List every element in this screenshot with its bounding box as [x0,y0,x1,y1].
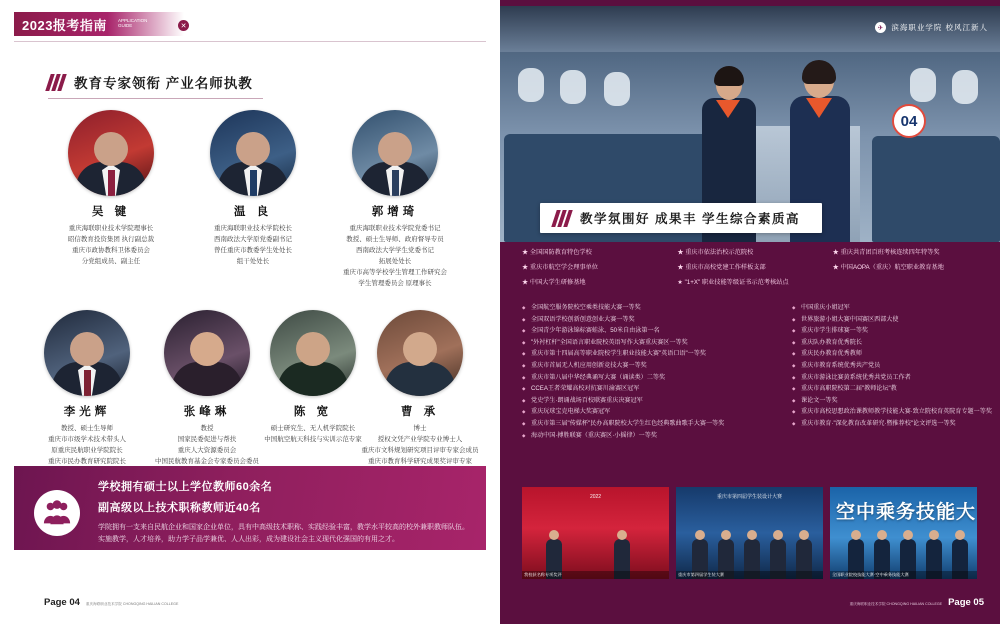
footer-subtitle: 重庆海联职业技术学院 CHONGQING HAILIAN COLLEGE [849,602,943,606]
award-item: ◆ 重庆玩球宝克电梯大奖赛冠军 [522,406,784,418]
award-item: ◆ 重庆市第八届中华经典诵写大赛（诵读类）二等奖 [522,372,784,384]
faculty-photo [164,310,250,396]
right-page-footer [850,597,984,608]
award-ceremony-photo [522,487,669,579]
faculty-name: 陈 宽 [293,406,333,418]
right-page [500,0,1000,624]
faculty-role: 重庆海联职业技术学院党委书记 教授、硕士生导师、政府督导专员 西南政法大学学生党委书记 拓展处处长 重庆市高等学校学生管理工作研究会 学生管理委员会 原理事长 [343,225,447,287]
awards-column-left [522,302,784,441]
award-item: ◆ 全国青少年游泳锦标赛蛙泳、50米自由泳第一名 [522,325,784,337]
faculty-card [330,110,460,289]
award-item: ◆ 党史学生·朗诵战场百校联赛重庆决赛冠军 [522,395,784,407]
header-year-title: 2023报考指南 [22,18,107,33]
award-item: ◆ 重庆队办教育优秀院长 [792,337,978,349]
header-english-subtitle: APPLICATION GUIDE [118,18,148,28]
awards-column-right [792,302,992,441]
award-item: ◆ 重庆市教育·"深化教育改革研究·暨推荐校"论文评选一等奖 [792,418,978,430]
faculty-photo [270,310,356,396]
photo-caption: 我校获名称专项奖评 [522,571,669,579]
award-item: ◆ 海动中国·搏胜联赛（重庆赛区·小摇律）一等奖 [522,430,784,442]
photo-caption: 全国职业院校技能大赛·空中乘务技能大赛 [830,571,977,579]
award-item: ◆ 重庆市游泳比赛黄系统优秀共党员工作者 [792,372,978,384]
faculty-role: 教授 国家民委促进与帮扶 重庆人大资源委员会 中国民航教育基金会专家委员会委员 [155,425,259,465]
photo-headline: 空中乘务技能大 [836,502,977,523]
contestant-number-badge: 04 [892,104,926,138]
faculty-role: 博士 授权文凭产业学院专业博士人 重庆市文科规划研究项目评审专家会成员 重庆市教育科学研究成果奖评审专家 [361,425,479,465]
faculty-name: 曹 承 [400,406,440,418]
left-section-title-text: 教育专家领衔 产业名师执教 [74,76,253,91]
faculty-photo [44,310,130,396]
skills-competition-photo [830,487,977,579]
award-item: ◆ 重庆市首届无人机应用创新竞技大赛一等奖 [522,360,784,372]
award-item: ◆ 课论文一等奖 [792,395,978,407]
award-item: ◆ 重庆市第十四届高等职业院校学生职业技能大赛"英语口语"一等奖 [522,348,784,360]
award-item: ◆ 中国重庆小姐冠军 [792,302,978,314]
award-item: ◆ 重庆市第三届"传媒杯"民办高职院校大学生红色经典歌曲歌手大赛一等奖 [522,418,784,430]
x-mark-icon: ✕ [178,20,189,31]
faculty-name: 李光辉 [63,406,111,418]
honor-item: ★ 重庆市航空学会理事单位 [522,264,598,271]
honor-item: ★ "1+X" 职业技能等级证书示范考核站点 [677,279,789,286]
faculty-name: 温 良 [233,206,273,218]
right-section-title-text: 教学氛围好 成果丰 学生综合素质高 [580,212,800,226]
photo-banner-text: 2022 [589,494,602,500]
honor-item: ★ 重庆共青团百班考核连续四年特等奖 [832,249,940,256]
left-page-header [0,0,500,46]
honor-item: ★ 全国国防教育特色学校 [522,249,592,256]
faculty-card [188,110,318,267]
honors-list [522,248,978,288]
header-divider [14,41,486,42]
slash-marks-icon [45,74,67,91]
faculty-role: 重庆海联职业技术学院校长 西南政法大学原党委副书记 曾任重庆市教委学生处处长 组干处处长 [214,225,292,265]
faculty-card [22,310,152,478]
honor-item: ★ 中国AOPA（重庆）航空职业教育基地 [832,264,944,271]
logo-mark-icon: ✈ [875,22,886,33]
honor-item: ★ 中国大学生研修基地 [522,279,586,286]
faculty-photo [352,110,438,196]
faculty-name: 张峰琳 [183,406,231,418]
faculty-role: 硕士研究生、无人机学院院长 中国航空航天科技与实训示范专家 [264,425,362,443]
faculty-role: 教授、硕士生导师 重庆市市级学术技术带头人 原重庆民航职业学院院长 重庆市民办教育研究院院长 [48,425,126,465]
award-item: ◆ 重庆市高职院校第二届"教师论坛"教 [792,383,978,395]
awards-section [522,302,992,441]
faculty-photo [68,110,154,196]
honor-item: ★ 重庆市高校党建工作样板支部 [677,264,766,271]
faculty-name: 吴 键 [91,206,131,218]
award-item: ◆ 世界旅游小姐大赛中国赛区西部大使 [792,314,978,326]
award-item: ◆ 重庆民办教育优秀教师 [792,348,978,360]
group-photo [676,487,823,579]
award-item: ◆ "外衬杠杆"全国语言职业院校英语写作大赛重庆赛区一等奖 [522,337,784,349]
award-item: ◆ 重庆市教育系统优秀共产党员 [792,360,978,372]
award-item: ◆ 重庆市学生排球赛一等奖 [792,325,978,337]
people-group-icon [34,490,80,536]
faculty-name: 郭增琦 [371,206,419,218]
photo-banner-text: 重庆市第四届学生装设计大赛 [716,494,782,500]
page-number: Page 05 [948,597,984,608]
right-section-title [540,203,822,233]
photo-strip [522,487,978,579]
faculty-role: 重庆海联职业技术学院理事长 昭信教育投资集团 执行副总裁 重庆市政协教科卫体委员会 分党组成员、副主任 [67,225,155,265]
left-page-footer [44,597,178,608]
faculty-photo [377,310,463,396]
band-line-1: 学校拥有硕士以上学位教师60余名 [98,481,273,493]
faculty-card [355,310,485,478]
faculty-photo [210,110,296,196]
award-item: ◆ 全国航空服务院校空乘类技能大赛一等奖 [522,302,784,314]
honor-item: ★ 重庆市依法治校示范院校 [677,249,754,256]
award-item: ◆ 全国双语学校创新创意创业大赛一等奖 [522,314,784,326]
left-section-title [48,72,253,92]
band-paragraph: 学院拥有一支来自民航企业和国家企业单位，具有中高级技术职称、实践经验丰富，教学水平较高的校外兼职教师队伍。实施教学，人才培养，助力学子品学兼优、人人出彩，成为建设社会主义现代化强国的有用之才。 [98,524,469,543]
photo-caption: 重庆市第四届学生装大赛 [676,571,823,579]
slash-marks-icon [551,210,573,227]
brand-text: 滨海职业学院 校风江新人 [891,23,988,32]
award-item: ◆ CCEA王者荣耀高校对抗赛川渝赛区冠军 [522,383,784,395]
award-item: ◆ 重庆市高校思想政治课教师教学技能大赛·致立院校育英院育专题一等奖 [792,406,978,418]
band-line-2: 副高级以上技术职称教师近40名 [98,502,261,514]
highlight-band [14,466,486,550]
right-page-brand [875,22,988,33]
page-number: Page 04 [44,597,80,608]
footer-subtitle: 重庆海联职业技术学院 CHONGQING HAILIAN COLLEGE [85,602,179,606]
faculty-card [46,110,176,267]
